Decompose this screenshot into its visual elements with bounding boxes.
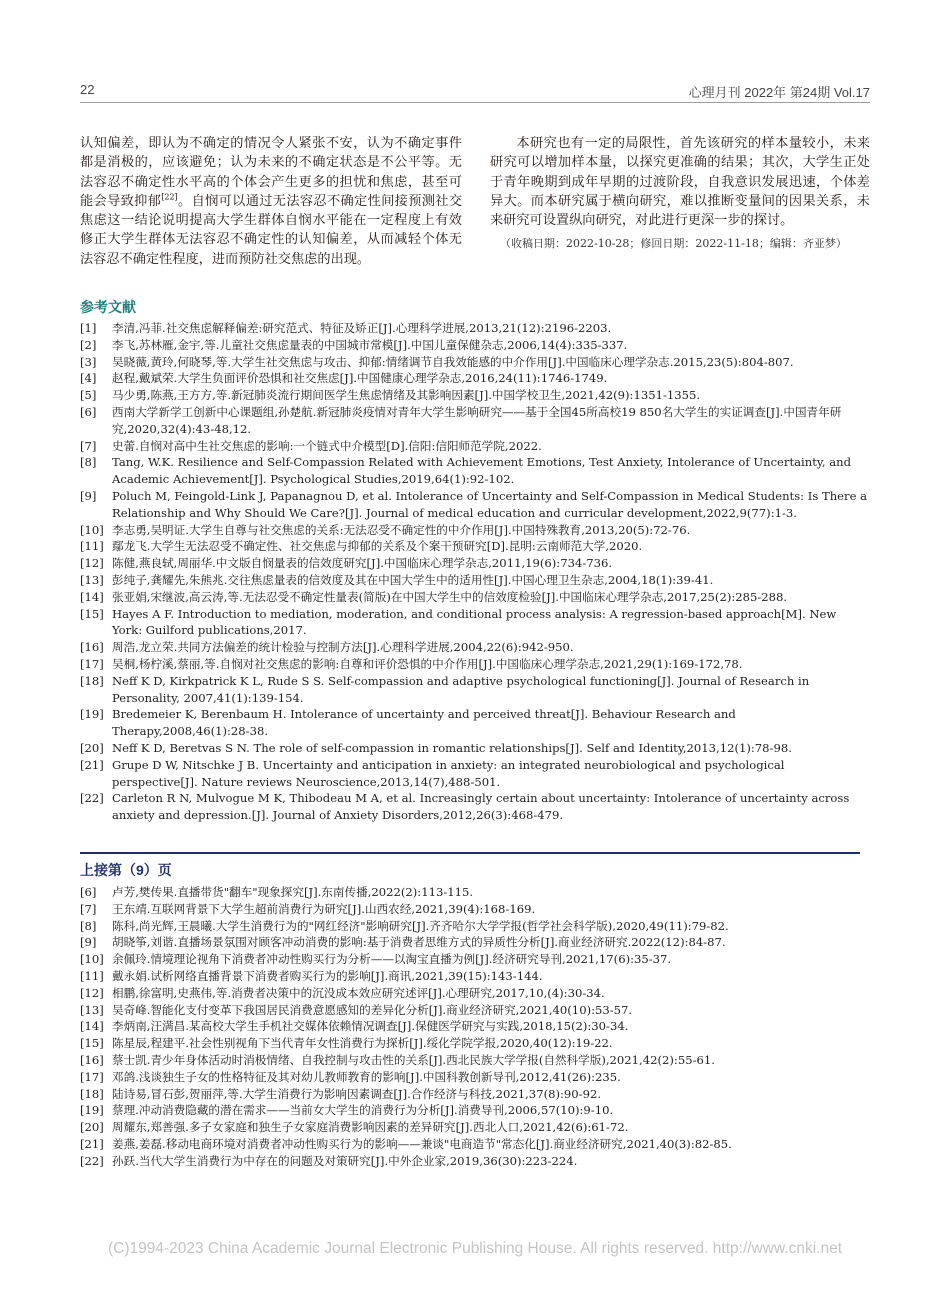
- reference-item: [80, 1086, 870, 1103]
- reference-item: [80, 790, 870, 824]
- reference-item: [80, 1069, 870, 1086]
- journal-title: 心理月刊 2022年 第24期 Vol.17: [688, 85, 870, 100]
- reference-item: [80, 488, 870, 522]
- reference-text: Bredemeier K, Berenbaum H. Intolerance of uncertainty and perceived threat[J]. Behaviour Research and Therapy,2008,46(1):28-38.: [112, 707, 736, 739]
- continued-references-list: [80, 884, 870, 1170]
- reference-number: [22]: [80, 791, 104, 806]
- reference-number: [10]: [80, 522, 104, 537]
- reference-item: [80, 1153, 870, 1170]
- reference-number: [8]: [80, 918, 97, 933]
- reference-text: 胡晓筝,刘谐.直播场景氛围对顾客冲动消费的影响:基于消费者思维方式的异质性分析[J].商业经济研究.2022(12):84-87.: [112, 935, 726, 950]
- reference-item: [80, 968, 870, 985]
- reference-text: 蔡理.冲动消费隐藏的潜在需求——当前女大学生的消费行为分析[J].消费导刊,2006,57(10):9-10.: [112, 1103, 614, 1118]
- reference-item: [80, 454, 870, 488]
- reference-number: [22]: [80, 1153, 104, 1168]
- reference-item: [80, 1102, 870, 1119]
- reference-text: 吴奇峰.智能化支付变革下我国居民消费意愿感知的差异化分析[J].商业经济研究,2021,40(10):53-57.: [112, 1002, 633, 1017]
- reference-number: [8]: [80, 455, 97, 470]
- running-header: [80, 82, 870, 100]
- reference-item: [80, 555, 870, 572]
- reference-item: [80, 757, 870, 791]
- reference-text: 姜燕,姜磊.移动电商环境对消费者冲动性购买行为的影响——兼谈"电商造节"常态化[J].商业经济研究,2021,40(3):82-85.: [112, 1136, 732, 1151]
- reference-text: 西南大学新学工创新中心课题组,孙楚航.新冠肺炎疫情对青年大学生影响研究——基于全国45所高校19 850名大学生的实证调查[J].中国青年研究,2020,32(4):43-48,12.: [112, 404, 842, 436]
- reference-item: [80, 438, 870, 455]
- reference-text: 李飞,苏林雁,金宇,等.儿童社交焦虑量表的中国城市常模[J].中国儿童保健杂志,2006,14(4):335-337.: [112, 337, 628, 352]
- reference-text: 邓鸽.浅谈独生子女的性格特征及其对幼儿教师教育的影响[J].中国科教创新导刊,2012,41(26):235.: [112, 1069, 621, 1084]
- reference-item: [80, 522, 870, 539]
- reference-item: [80, 706, 870, 740]
- reference-item: [80, 606, 870, 640]
- paragraph-text: 认知偏差，即认为不确定的情况令人紧张不安，认为不确定事件都是消极的，应该避免；认为未来的不确定状态是不公平等。无法容忍不确定性水平高的个体会产生更多的担忧和焦虑，甚至可能会导致抑郁: [80, 136, 462, 209]
- reference-item: [80, 639, 870, 656]
- references-list: [80, 320, 870, 824]
- header-divider: [80, 102, 870, 103]
- reference-text: 陆诗易,冒石彭,贺丽萍,等.大学生消费行为影响因素调查[J].合作经济与科技,2021,37(8):90-92.: [112, 1086, 602, 1101]
- reference-item: [80, 1136, 870, 1153]
- reference-text: 卢芳,樊传果.直播带货"翻车"现象探究[J].东南传播,2022(2):113-115.: [112, 885, 474, 899]
- reference-item: [80, 387, 870, 404]
- reference-number: [13]: [80, 1002, 104, 1017]
- continued-heading: 上接第（9）页: [80, 862, 172, 878]
- reference-number: [13]: [80, 572, 104, 587]
- reference-number: [14]: [80, 589, 104, 604]
- reference-item: [80, 1052, 870, 1069]
- reference-item: [80, 951, 870, 968]
- reference-text: Hayes A F. Introduction to mediation, moderation, and conditional process analysis: A regression-based approach[M]. New York: Guilford publications,2017.: [112, 606, 837, 638]
- reference-item: [80, 370, 870, 387]
- reference-item: [80, 589, 870, 606]
- reference-text: 周耀东,郑善强.多子女家庭和独生子女家庭消费影响因素的差异研究[J].西北人口,2021,42(6):61-72.: [112, 1120, 629, 1135]
- reference-text: 陈科,尚光辉,王晨曦.大学生消费行为的"网红经济"影响研究[J].齐齐哈尔大学学报(哲学社会科学版),2020,49(11):79-82.: [112, 918, 729, 933]
- right-column: [490, 134, 870, 252]
- copyright-footer: (C)1994-2023 China Academic Journal Electronic Publishing House. All rights reserved. http://www.cnki.net: [107, 1240, 843, 1257]
- reference-text: Neff K D, Beretvas S N. The role of self-compassion in romantic relationships[J]. Self and Identity,2013,12(1):78-98.: [112, 740, 792, 755]
- reference-text: 周浩,龙立荣.共同方法偏差的统计检验与控制方法[J].心理科学进展,2004,22(6):942-950.: [112, 640, 574, 655]
- reference-number: [9]: [80, 935, 97, 950]
- reference-text: 马少勇,陈燕,王方方,等.新冠肺炎流行期间医学生焦虑情绪及其影响因素[J].中国学校卫生,2021,42(9):1351-1355.: [112, 388, 701, 403]
- reference-text: 蔡士凯.青少年身体活动时消极情绪、自我控制与攻击性的关系[J].西北民族大学学报(自然科学版),2021,42(2):55-61.: [112, 1052, 715, 1067]
- reference-item: [80, 1035, 870, 1052]
- reference-number: [16]: [80, 640, 104, 655]
- reference-number: [1]: [80, 321, 97, 335]
- reference-text: 孙跃.当代大学生消费行为中存在的问题及对策研究[J].中外企业家,2019,36(30):223-224.: [112, 1153, 578, 1168]
- reference-number: [2]: [80, 337, 97, 352]
- reference-item: [80, 673, 870, 707]
- reference-number: [12]: [80, 985, 104, 1000]
- reference-number: [10]: [80, 952, 104, 967]
- reference-item: [80, 538, 870, 555]
- reference-number: [14]: [80, 1019, 104, 1034]
- reference-number: [15]: [80, 1036, 104, 1051]
- reference-text: 赵程,戴斌荣.大学生负面评价恐惧和社交焦虑[J].中国健康心理学杂志,2016,24(11):1746-1749.: [112, 371, 608, 386]
- reference-item: [80, 1119, 870, 1136]
- reference-item: [80, 901, 870, 918]
- reference-number: [9]: [80, 488, 97, 503]
- reference-text: 李志勇,吴明证.大学生自尊与社交焦虑的关系:无法忍受不确定性的中介作用[J].中国特殊教育,2013,20(5):72-76.: [112, 522, 691, 537]
- reference-number: [12]: [80, 556, 104, 571]
- reference-number: [16]: [80, 1052, 104, 1067]
- reference-text: 陈健,燕良轼,周丽华.中文版自悯量表的信效度研究[J].中国临床心理学杂志,2011,19(6):734-736.: [112, 556, 613, 571]
- reference-number: [17]: [80, 656, 104, 671]
- reference-text: 史蕾.自悯对高中生社交焦虑的影响:一个链式中介模型[D].信阳:信阳师范学院,2022.: [112, 438, 542, 453]
- reference-number: [21]: [80, 757, 104, 772]
- reference-item: [80, 934, 870, 951]
- received-dates: （收稿日期：2022-10-28；修回日期：2022-11-18；编辑：齐亚梦）: [500, 237, 847, 251]
- reference-text: 张亚娟,宋继波,高云涛,等.无法忍受不确定性量表(简版)在中国大学生中的信效度检验[J].中国临床心理学杂志,2017,25(2):285-288.: [112, 589, 788, 604]
- reference-text: 李炳南,汪满昌.某高校大学生手机社交媒体依赖情况调查[J].保健医学研究与实践,2018,15(2):30-34.: [112, 1019, 629, 1034]
- body-paragraph: [80, 134, 462, 269]
- limitations-paragraph: 本研究也有一定的局限性，首先该研究的样本量较小，未来研究可以增加样本量，以探究更准确的结果；其次，大学生正处于青年晚期到成年早期的过渡阶段，自我意识发展迅速，个体差异大。而本研究属于横向研究，难以推断变量间的因果关系，未来研究可设置纵向研究，对此进行更深一步的探讨。: [490, 136, 870, 229]
- reference-number: [19]: [80, 1103, 104, 1118]
- reference-text: 余佩玲.情境理论视角下消费者冲动性购买行为分析——以淘宝直播为例[J].经济研究导刊,2021,17(6):35-37.: [112, 952, 672, 967]
- reference-number: [20]: [80, 1120, 104, 1135]
- section-divider: [80, 852, 860, 854]
- reference-number: [21]: [80, 1136, 104, 1151]
- page-number: 22: [80, 82, 95, 97]
- reference-number: [17]: [80, 1069, 104, 1084]
- reference-number: [18]: [80, 1086, 104, 1101]
- reference-text: 李清,冯菲.社交焦虑解释偏差:研究范式、特征及矫正[J].心理科学进展,2013,21(12):2196-2203.: [112, 321, 612, 335]
- reference-number: [11]: [80, 968, 104, 983]
- reference-text: 吴桐,杨柠溪,蔡丽,等.自悯对社交焦虑的影响:自尊和评价恐惧的中介作用[J].中国临床心理学杂志,2021,29(1):169-172,78.: [112, 656, 743, 671]
- reference-item: [80, 985, 870, 1002]
- reference-number: [6]: [80, 404, 97, 419]
- reference-number: [3]: [80, 354, 97, 369]
- reference-number: [7]: [80, 438, 97, 453]
- reference-item: [80, 740, 870, 757]
- reference-text: Neff K D, Kirkpatrick K L, Rude S S. Self-compassion and adaptive psychological functioning[J]. Journal of Research in Personality, 2007,41(1):139-154.: [112, 673, 810, 705]
- reference-text: 相鹏,徐富明,史燕伟,等.消费者决策中的沉没成本效应研究述评[J].心理研究,2017,10,(4):30-34.: [112, 985, 605, 1000]
- reference-number: [6]: [80, 885, 97, 899]
- reference-item: [80, 337, 870, 354]
- reference-item: [80, 354, 870, 371]
- reference-item: [80, 1018, 870, 1035]
- reference-number: [7]: [80, 901, 97, 916]
- reference-text: Grupe D W, Nitschke J B. Uncertainty and anticipation in anxiety: an integrated neurobiological and psychological perspective[J]. Nature reviews Neuroscience,2013,14(7),488-501.: [112, 757, 785, 789]
- references-heading: 参考文献: [80, 299, 136, 315]
- left-column: [80, 134, 462, 269]
- reference-text: Carleton R N, Mulvogue M K, Thibodeau M A, et al. Increasingly certain about uncertainty: Intolerance of uncertainty across anxiety and depression.[J]. Journal of Anxiety Disorders,2012,26(3):468-479.: [112, 791, 850, 823]
- reference-item: [80, 572, 870, 589]
- reference-text: Poluch M, Feingold-Link J, Papanagnou D, et al. Intolerance of Uncertainty and Self-Compassion in Medical Students: Is There a Relationship and Why Should We Care?[J]. Journal of medical education and curricular development,2022,9(77):1-3.: [112, 488, 868, 520]
- reference-number: [4]: [80, 371, 97, 386]
- reference-item: [80, 656, 870, 673]
- reference-text: Tang, W.K. Resilience and Self-Compassion Related with Achievement Emotions, Test Anxiety, Intolerance of Uncertainty, and Academic Achievement[J]. Psychological Studies,2019,64(1):92-102.: [112, 455, 852, 487]
- reference-item: [80, 404, 870, 438]
- reference-text: 鄢龙飞.大学生无法忍受不确定性、社交焦虑与抑郁的关系及个案干预研究[D].昆明:云南师范大学,2020.: [112, 539, 643, 554]
- reference-text: 彭纯子,龚耀先,朱熊兆.交往焦虑量表的信效度及其在中国大学生中的适用性[J].中国心理卫生杂志,2004,18(1):39-41.: [112, 572, 714, 587]
- paragraph-text-cont: 。自悯可以通过无法容忍不确定性间接预测社交焦虑这一结论说明提高大学生群体自悯水平能在一定程度上有效修正大学生群体无法容忍不确定性的认知偏差，从而减轻个体无法容忍不确定性程度，进而预防社交焦虑的出现。: [80, 193, 463, 267]
- reference-number: [11]: [80, 539, 104, 554]
- reference-number: [18]: [80, 673, 104, 688]
- reference-text: 王东靖.互联网背景下大学生超前消费行为研究[J].山西农经,2021,39(4):168-169.: [112, 901, 536, 916]
- reference-item: [80, 1002, 870, 1019]
- reference-number: [20]: [80, 740, 104, 755]
- reference-text: 吴晓薇,黄玲,何晓琴,等.大学生社交焦虑与攻击、抑郁:情绪调节自我效能感的中介作用[J].中国临床心理学杂志.2015,23(5):804-807.: [112, 354, 794, 369]
- reference-item: [80, 320, 870, 337]
- reference-item: [80, 884, 870, 901]
- reference-item: [80, 918, 870, 935]
- reference-number: [19]: [80, 707, 104, 722]
- reference-number: [15]: [80, 606, 104, 621]
- reference-number: [5]: [80, 388, 97, 403]
- reference-text: 戴永娟.试析网络直播背景下消费者购买行为的影响[J].商讯,2021,39(15):143-144.: [112, 968, 543, 983]
- citation-ref: [22]: [161, 192, 178, 202]
- reference-text: 陈星辰,程建平.社会性别视角下当代青年女性消费行为探析[J].绥化学院学报,2020,40(12):19-22.: [112, 1036, 613, 1051]
